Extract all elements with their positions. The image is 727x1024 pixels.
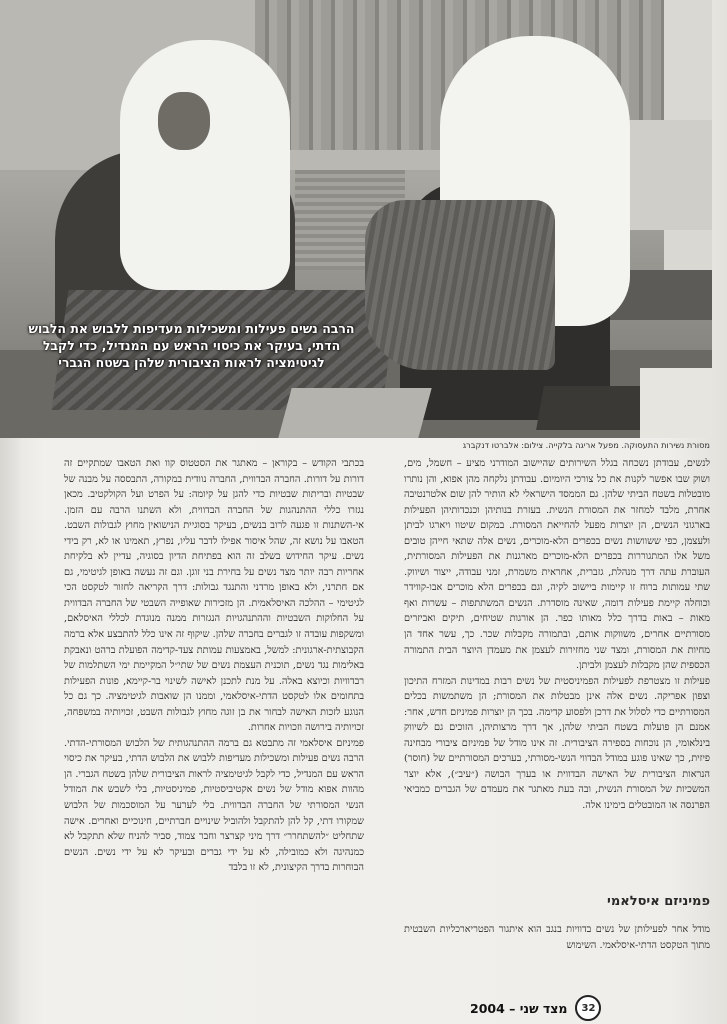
paragraph: בכתבי הקודש – בקוראן – מאתגר את הסטטוס קוו ואת הטאבו שמתקיים זה דורות על דורות. החברה הבדווית, החברה נוודית במקורה, התבססה על מבנה של שבטיות ובריתות שבטיות כדי להגן על קיומה: על הפרט ועל הקולקטיב. מכאן נגזרו כללי ההתנהגות של החברה הבדווית, ולא השתנו הרבה עם הזמן. אי-השתנות זו פגעה לרוב בנשים, בעיקר בסוגיית הנישואין מחוץ לגבולות השבט. הטאבו על נושא זה, שהל איסור אפילו לדבר עליו, נפרץ, תאמינו או לא, רק בידי נשים. עיקר החידוש בשלב זה הוא בפתיחת הדיון בסוגיה, עדיין לא בלקיחת אחריות רבה יותר מצד נשים על בחירת בני זוגן. וגם זה נעשה באופן לגיטימי, גם אם חתרני, ולא באופן מרדני והתנגד גבולות: דרך הקריאה לחזור לטקסט הכי לגיטימי – ההלכה האיסלאמית. הן מזכירות שאופייה השבטי של החברה הבדווית על החלוקות השבטיות וההתנהגויות הנגזרות ממנה מנוגדת לכללי האיסלאם, ומשקפות עובדה זו לגברים בחברה שלהן. שיקוף זה אינו כלל להתבצע אלא ברמה הקבוצתית-ארגונית: למשל, באמצעות עמותת צעד-קדימה הפועלת ברהט ונאבקת באלימות נגד נשים, תוכנית העצמת נשים של שתי״ל המקיימת ימי השתלמות של רבדוויות וכיוצא באלה. על מנת לתכנן לאישה לשינוי בר-קיימא, פונות הפעילות בתחומים אלו לטקסט הדתי-איסלאמי, וממנו הן שואבות לגיטימציה. כך גם כל הנוגע לזכות האישה לבחור את בן זוגה מחוץ לגבולות השבט, זכויותיה במשפחה, זכויותיה בירושה וזכויות אחרות. xyxy=(64,458,364,734)
section-heading: פמיניזם איסלאמי xyxy=(607,894,710,909)
photo-papers xyxy=(640,368,712,438)
paragraph: פעילות זו מצטרפת לפעילות הפמיניסטית של נשים רבות במדינות המזרח התיכון וצפון אפריקה. נשים אלה אינן מבטלות את המסורת; הן משתמשות בכלים המסורתיים כדי לסלול את דרכן ולפסוע קדימה. בכך הן יוצרות פמיניזם חדש, אחר: אמנם הן פועלות בשטח הביתי שלהן, אך דרך מרצותיהן, הזוכים גם לשיווק בינלאומי, הן נוכחות בספירה הציבורית. זה אינו מודל של פמיניזם ציבורי מבחינה פיזית, כך שאינו פוגע במודל הבדווי הנשי-מסורתי, בערכים המסורתיים של (חוסר) הנראות הציבורית של האישה הבדווית או בערך הבושה (״עיב״), אלא יוצר המשכיות של המסורת הנשית, ובה בעת מאתגר את מעמדם של הגברים כמביאי הפרנסה או המובטלים בימינו אלה. xyxy=(404,675,710,812)
page-binding-shadow xyxy=(0,438,22,1024)
issue-label: מצד שני – 2004 xyxy=(470,1000,568,1016)
page-number: 32 xyxy=(575,995,601,1021)
paragraph: לנשים, עבודתן נשכחה בגלל השירותים שהיישוב המודרני מציע – חשמל, מים, ושוק שבו אפשר לקנות את כל צורכי היומיום. עבודתן נלקחה מהן אפוא, והן נותרו מובטלות בשטח הביתי שלהן. גם הממסד הישראלי לא הותיר להן שום אלטרנטיבה אחרת, מלבד למחזר את המסורת הנשית. בעזרת בנותיהן וכנכדותיהן הפעילות בארגוני הנשים, הן יוצרות מפעל להחייאת המסורת. במקום שיטוו ויארגו לביתן ולעצמן, כפי ששוושות נשים בכפרים הלא-מוכרים, נשים אלה שתאי חייהן טובים משל אלו המתגוררות בכפרים הלא-מוכרים מארגנות את הפעילות המסורתית, העוברת עתה דרך מנהלת, גזברית, אחראית משמרת, זמני עבודה, ייצור ושיווק. שתי עמותות ברוח זו קיימות ביישוב לקיה, וגם בכפרים הלא מוכרים אבו-קווידר וכוחלה קיימת פעילות דומה, שאינה מוסדרת. הנשים המשתתפות – עשרות ואף מאות – באות בדרך כלל מאותו כפר. הן אורגות שטיחים, תיקים ואביזרים מסורתיים אחרים, משווקות אותם, ובתמורה מקבלות שכר. כך, עשר אחד הן מחיות את המסורת, ומצד שני מחזירות לעצמן את מעמדן היוצר הבית התמורה הכספית שהן מקבלות לעצמן ולביתן. xyxy=(404,458,710,672)
photo-caption: הרבה נשים פעילות ומשכילות מעדיפות ללבוש את הלבוש הדתי, בעיקר את כיסוי הראש עם המנדיל, כדי לקבל לגיטימציה לראות הציבורית שלהן בשטח הגברי xyxy=(28,321,355,370)
photo-weaving-right xyxy=(365,200,555,370)
photo-woman-left-face xyxy=(158,92,210,150)
page-footer xyxy=(470,996,710,1020)
photo-woman-left-veil xyxy=(120,40,290,290)
paragraph: פמיניזם איסלאמי זה מתבטא גם ברמה ההתנהגותית של הלבוש המסורתי-הדתי. הרבה נשים פעילות ומשכילות מעדיפות ללבוש את הלבוש הדתי, בעיקר את כיסוי הראש עם המנדיל, כדי לקבל לגיטימציה לראות הציבורית שלהן בשטח הגברי. הן מהוות אפוא מודל של נשים אקטיביסטיות, פמיניסטיות, בלי לשבש את המודל הנשי המסורתי של החברה הבדווית. בלי לערער על המוסכמות של הלבוש שמקורו דתי, קל להן להתקבל ולהוביל שינויים חברתיים, חינוכיים ואחרים. אישה שתחליט ״להשתחרר״ דרך מיני קצרצר וחבר צמוד, סביר להניח שלא תתקבל לא כמנהיגה ולא כמובילה, לא על ידי גברים ובעיקר לא על ידי נשים. הנשים הבוחרות בדרך הקיצונית, לא זו בלבד xyxy=(64,737,364,874)
article-column-left xyxy=(64,456,364,981)
photo-credit: מסורת נשירות התעסוקה. מפעל אריגה בלקייה. צילום: אלברטו דנקברג xyxy=(462,440,710,450)
article-photo xyxy=(0,0,712,438)
article-column-right xyxy=(404,456,710,876)
article-column-right-continued xyxy=(404,922,710,970)
paragraph: מודל אחר לפעילותן של נשים בדוויות בנגב הוא איתגור הפטריארכליות השבטית מתוך הטקסט הדתי-איסלאמי. השימוש xyxy=(404,924,710,951)
photo-tray xyxy=(278,388,431,438)
